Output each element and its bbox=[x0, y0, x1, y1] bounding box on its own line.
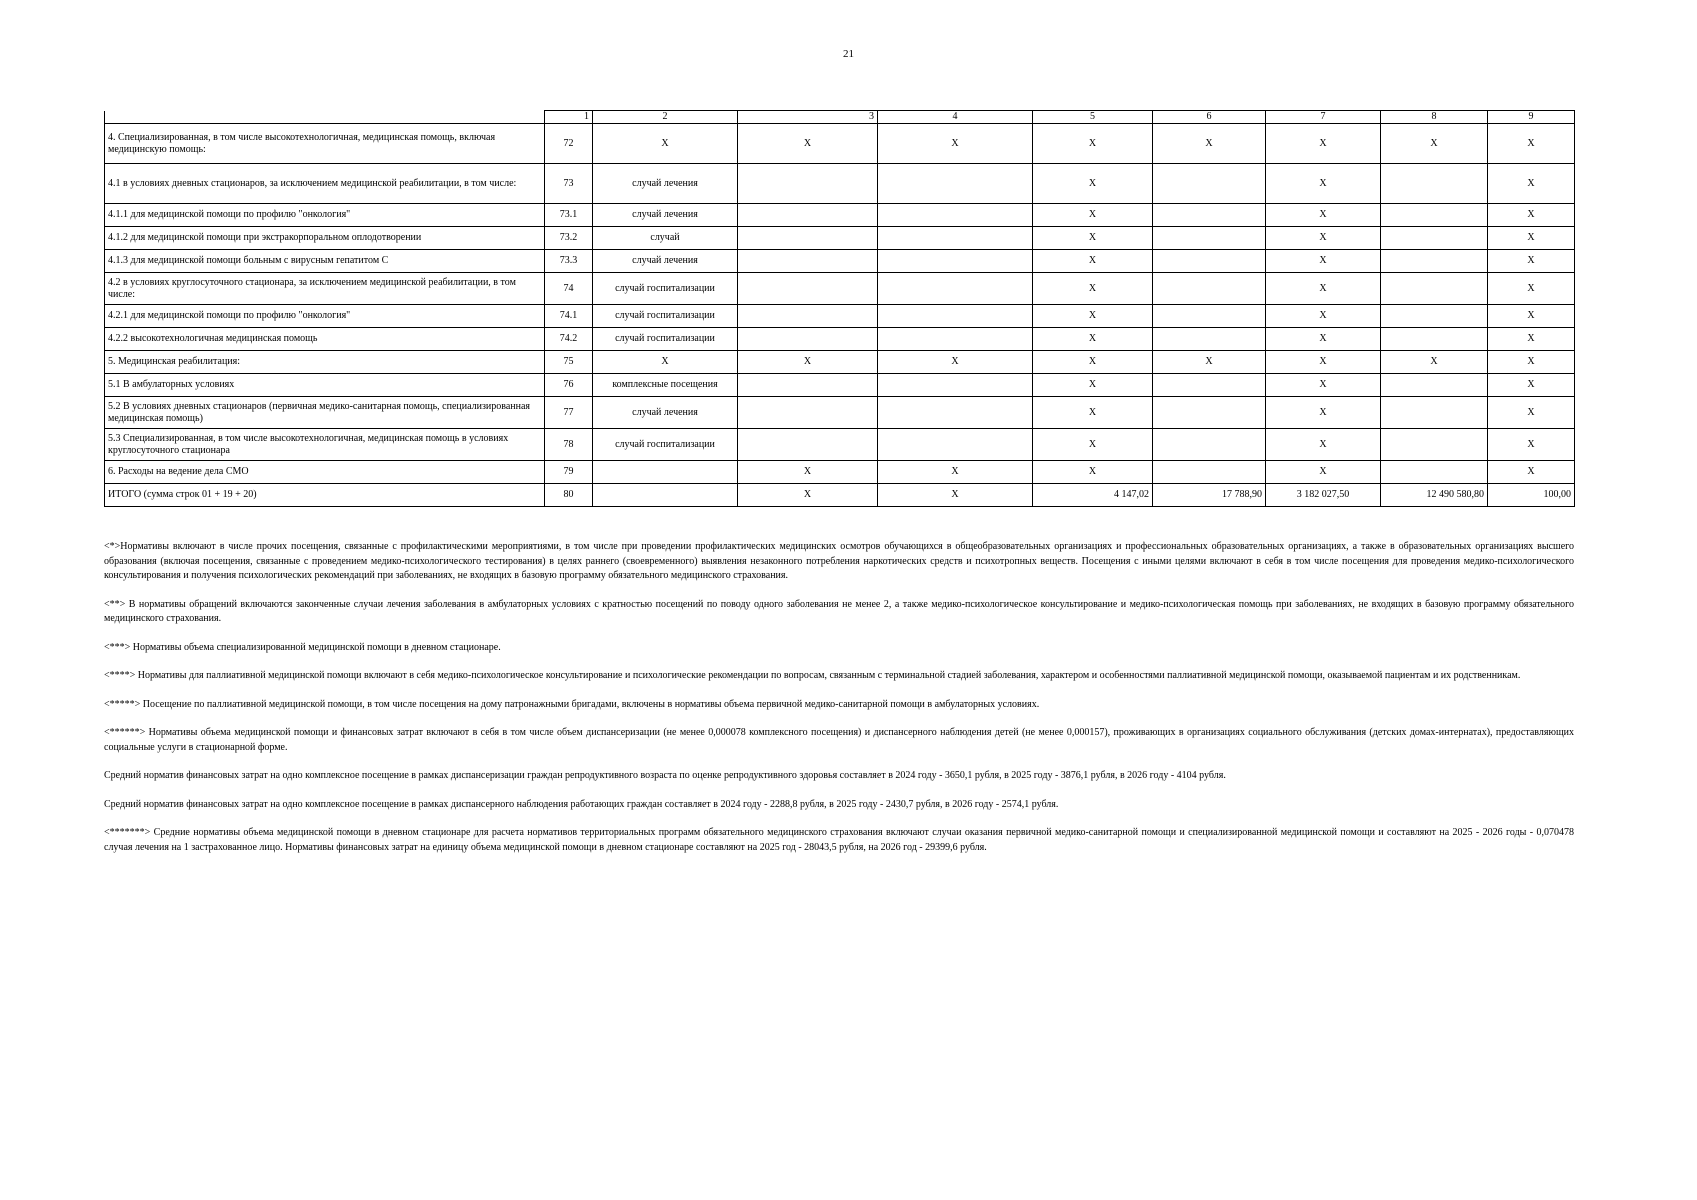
table-cell: X bbox=[1488, 273, 1575, 305]
table-cell: 3 182 027,50 bbox=[1266, 484, 1381, 507]
row-label: 4.2 в условиях круглосуточного стационара, за исключением медицинской реабилитации, в том числе: bbox=[105, 273, 545, 305]
table-cell bbox=[1381, 328, 1488, 351]
table-row bbox=[105, 273, 1575, 305]
table-row bbox=[105, 227, 1575, 250]
table-cell: X bbox=[1033, 227, 1153, 250]
row-code: 77 bbox=[545, 397, 593, 429]
table-cell: X bbox=[1266, 461, 1381, 484]
table-cell: X bbox=[1488, 250, 1575, 273]
table-cell bbox=[738, 273, 878, 305]
table-cell bbox=[1153, 204, 1266, 227]
table-row bbox=[105, 305, 1575, 328]
table-cell bbox=[878, 328, 1033, 351]
table-cell bbox=[1153, 164, 1266, 204]
page-number: 21 bbox=[843, 48, 854, 60]
table-cell: 17 788,90 bbox=[1153, 484, 1266, 507]
row-code: 74.2 bbox=[545, 328, 593, 351]
table-cell: X bbox=[1488, 351, 1575, 374]
column-header: 8 bbox=[1381, 111, 1488, 124]
table-cell: X bbox=[1033, 397, 1153, 429]
table-cell bbox=[738, 204, 878, 227]
table-cell: X bbox=[1033, 429, 1153, 461]
row-label: 4.1.3 для медицинской помощи больным с вирусным гепатитом С bbox=[105, 250, 545, 273]
table-cell: X bbox=[738, 124, 878, 164]
table-cell bbox=[878, 250, 1033, 273]
row-code: 74 bbox=[545, 273, 593, 305]
table-cell: X bbox=[1033, 328, 1153, 351]
table-cell bbox=[878, 164, 1033, 204]
row-code: 72 bbox=[545, 124, 593, 164]
row-code: 73.3 bbox=[545, 250, 593, 273]
table-cell: X bbox=[1266, 227, 1381, 250]
row-label: 5. Медицинская реабилитация: bbox=[105, 351, 545, 374]
table-cell: X bbox=[1033, 351, 1153, 374]
table-row bbox=[105, 461, 1575, 484]
row-label: ИТОГО (сумма строк 01 + 19 + 20) bbox=[105, 484, 545, 507]
column-header: 5 bbox=[1033, 111, 1153, 124]
table-cell: X bbox=[1266, 124, 1381, 164]
table-cell: X bbox=[1033, 204, 1153, 227]
table-cell bbox=[1381, 250, 1488, 273]
row-label: 4.1.2 для медицинской помощи при экстракорпоральном оплодотворении bbox=[105, 227, 545, 250]
table-row bbox=[105, 124, 1575, 164]
table-cell bbox=[593, 484, 738, 507]
row-code: 74.1 bbox=[545, 305, 593, 328]
table-cell: X bbox=[1488, 227, 1575, 250]
table-cell bbox=[738, 227, 878, 250]
table-cell: X bbox=[738, 351, 878, 374]
column-header: 6 bbox=[1153, 111, 1266, 124]
table-cell: X bbox=[1153, 124, 1266, 164]
row-code: 76 bbox=[545, 374, 593, 397]
table-cell bbox=[738, 328, 878, 351]
table-cell bbox=[1381, 227, 1488, 250]
table-cell: X bbox=[1488, 461, 1575, 484]
table-row bbox=[105, 204, 1575, 227]
row-label: 4.2.1 для медицинской помощи по профилю "онкология" bbox=[105, 305, 545, 328]
table-cell: X bbox=[1488, 374, 1575, 397]
table-cell bbox=[878, 374, 1033, 397]
table-header-row bbox=[105, 111, 1575, 124]
table-cell bbox=[1381, 397, 1488, 429]
norms-table bbox=[104, 110, 1575, 507]
table-cell: X bbox=[1266, 374, 1381, 397]
table-cell: X bbox=[738, 484, 878, 507]
table-cell: комплексные посещения bbox=[593, 374, 738, 397]
table-cell bbox=[878, 204, 1033, 227]
table-cell bbox=[738, 164, 878, 204]
table-cell: случай лечения bbox=[593, 204, 738, 227]
table-row bbox=[105, 250, 1575, 273]
table-cell bbox=[878, 429, 1033, 461]
table-cell: X bbox=[1266, 164, 1381, 204]
table-row bbox=[105, 429, 1575, 461]
row-code: 73 bbox=[545, 164, 593, 204]
row-label: 5.1 В амбулаторных условиях bbox=[105, 374, 545, 397]
table-cell bbox=[738, 429, 878, 461]
table-cell: X bbox=[1488, 164, 1575, 204]
table-cell bbox=[878, 397, 1033, 429]
table-cell bbox=[1381, 374, 1488, 397]
table-cell: X bbox=[1033, 305, 1153, 328]
table-row bbox=[105, 164, 1575, 204]
table-cell bbox=[1153, 250, 1266, 273]
row-code: 75 bbox=[545, 351, 593, 374]
table-cell bbox=[1153, 227, 1266, 250]
row-code: 79 bbox=[545, 461, 593, 484]
table-cell: X bbox=[1266, 250, 1381, 273]
column-header: 1 bbox=[545, 111, 593, 124]
table-cell: случай госпитализации bbox=[593, 429, 738, 461]
table-cell: X bbox=[1033, 164, 1153, 204]
row-label: 4.1.1 для медицинской помощи по профилю "онкология" bbox=[105, 204, 545, 227]
footnote: <*******> Средние нормативы объема медицинской помощи в дневном стационаре для расчета нормативов территориальных программ обязательного медицинского страхования включают случаи оказания первичной медико-санитарной помощи и специализированной медицинской помощи и составляют на 2025 - 2026 годы - 0,070478 случая лечения на 1 застрахованное лицо. Нормативы финансовых затрат на единицу объема медицинской помощи в дневном стационаре составляют на 2025 год - 28043,5 рубля, на 2026 год - 29399,6 рубля. bbox=[104, 827, 1574, 853]
table-row bbox=[105, 374, 1575, 397]
table-cell: 12 490 580,80 bbox=[1381, 484, 1488, 507]
table-cell bbox=[738, 305, 878, 328]
footnote: Средний норматив финансовых затрат на одно комплексное посещение в рамках диспансеризации граждан репродуктивного возраста по оценке репродуктивного здоровья составляет в 2024 году - 3650,1 рубля, в 2025 году - 3876,1 рубля, в 2026 году - 4104 рубля. bbox=[104, 770, 1226, 781]
table-cell: 100,00 bbox=[1488, 484, 1575, 507]
row-code: 78 bbox=[545, 429, 593, 461]
table-cell: X bbox=[878, 461, 1033, 484]
footnote: <*>Нормативы включают в числе прочих посещения, связанные с профилактическими мероприятиями, в том числе при проведении профилактических медицинских осмотров обучающихся в общеобразовательных организациях и профессиональных образовательных организациях, а также в образовательных организациях высшего образования (включая посещения, связанные с проведением медико-психологического тестирования) в целях раннего (своевременного) выявления незаконного потребления наркотических средств и психотропных веществ. Посещения с иными целями включают в себя в том числе посещения для проведения медико-психологического консультирования и получения психологических рекомендаций при заболеваниях, не входящих в базовую программу обязательного медицинского страхования. bbox=[104, 541, 1574, 581]
table-cell bbox=[738, 250, 878, 273]
table-cell bbox=[1153, 461, 1266, 484]
table-cell: X bbox=[1381, 124, 1488, 164]
table-cell bbox=[1153, 305, 1266, 328]
table-cell: X bbox=[1033, 374, 1153, 397]
table-cell bbox=[1381, 305, 1488, 328]
table-cell: X bbox=[1488, 328, 1575, 351]
table-cell bbox=[1153, 328, 1266, 351]
column-header: 9 bbox=[1488, 111, 1575, 124]
table-cell: X bbox=[1033, 250, 1153, 273]
footnotes bbox=[104, 540, 1574, 869]
table-cell: X bbox=[1266, 351, 1381, 374]
table-cell bbox=[878, 305, 1033, 328]
row-code: 73.2 bbox=[545, 227, 593, 250]
table-cell bbox=[738, 397, 878, 429]
table-cell: случай лечения bbox=[593, 164, 738, 204]
row-label: 4.2.2 высокотехнологичная медицинская помощь bbox=[105, 328, 545, 351]
column-header: 7 bbox=[1266, 111, 1381, 124]
footnote: Средний норматив финансовых затрат на одно комплексное посещение в рамках диспансерного наблюдения работающих граждан составляет в 2024 году - 2288,8 рубля, в 2025 году - 2430,7 рубля, в 2026 году - 2574,1 рубля. bbox=[104, 798, 1059, 810]
table-cell: случай госпитализации bbox=[593, 273, 738, 305]
table-cell bbox=[1381, 164, 1488, 204]
column-header bbox=[105, 111, 545, 124]
column-header: 4 bbox=[878, 111, 1033, 124]
table-cell: случай госпитализации bbox=[593, 328, 738, 351]
table-cell bbox=[1153, 273, 1266, 305]
table-cell bbox=[1381, 429, 1488, 461]
table-cell bbox=[593, 461, 738, 484]
table-cell: X bbox=[1266, 204, 1381, 227]
table-row bbox=[105, 351, 1575, 374]
table-row-total bbox=[105, 484, 1575, 507]
table-cell: X bbox=[1153, 351, 1266, 374]
table-row bbox=[105, 397, 1575, 429]
table-cell: 4 147,02 bbox=[1033, 484, 1153, 507]
table-cell: случай лечения bbox=[593, 397, 738, 429]
table-cell: X bbox=[1266, 429, 1381, 461]
table-cell bbox=[1381, 461, 1488, 484]
table-cell: X bbox=[1033, 273, 1153, 305]
table-cell: X bbox=[1488, 305, 1575, 328]
table-cell: X bbox=[1266, 305, 1381, 328]
row-code: 73.1 bbox=[545, 204, 593, 227]
row-label: 5.3 Специализированная, в том числе высокотехнологичная, медицинская помощь в условиях круглосуточного стационара bbox=[105, 429, 545, 461]
table-cell: X bbox=[593, 351, 738, 374]
table-cell bbox=[1153, 429, 1266, 461]
table-cell: X bbox=[738, 461, 878, 484]
row-label: 4. Специализированная, в том числе высокотехнологичная, медицинская помощь, включая медицинскую помощь: bbox=[105, 124, 545, 164]
footnote: <**> В нормативы обращений включаются законченные случаи лечения заболевания в амбулаторных условиях с кратностью посещений по поводу одного заболевания не менее 2, а также медико-психологическое консультирование и медико-психологическая помощь при заболеваниях, не входящих в базовую программу обязательного медицинского страхования. bbox=[104, 598, 1574, 624]
row-label: 4.1 в условиях дневных стационаров, за исключением медицинской реабилитации, в том числе: bbox=[105, 164, 545, 204]
table-cell: X bbox=[878, 484, 1033, 507]
row-code: 80 bbox=[545, 484, 593, 507]
footnote: <*****> Посещение по паллиативной медицинской помощи, в том числе посещения на дому патронажными бригадами, включены в нормативы объема первичной медико-санитарной помощи в амбулаторных условиях. bbox=[104, 698, 1040, 710]
row-label: 5.2 В условиях дневных стационаров (первичная медико-санитарная помощь, специализированная медицинская помощь) bbox=[105, 397, 545, 429]
table-cell: X bbox=[1033, 461, 1153, 484]
table-cell bbox=[1153, 374, 1266, 397]
table-cell: X bbox=[1266, 328, 1381, 351]
table-cell: X bbox=[1266, 397, 1381, 429]
table-cell bbox=[878, 227, 1033, 250]
table-cell: X bbox=[1488, 124, 1575, 164]
table-cell: X bbox=[1033, 124, 1153, 164]
table-cell: X bbox=[1488, 397, 1575, 429]
table-cell bbox=[1153, 397, 1266, 429]
table-cell: X bbox=[878, 351, 1033, 374]
table-row bbox=[105, 328, 1575, 351]
table-cell bbox=[1381, 204, 1488, 227]
footnote: <***> Нормативы объема специализированной медицинской помощи в дневном стационаре. bbox=[104, 641, 501, 653]
table-cell: X bbox=[878, 124, 1033, 164]
table-cell: случай bbox=[593, 227, 738, 250]
table-cell: случай госпитализации bbox=[593, 305, 738, 328]
footnote: <******> Нормативы объема медицинской помощи и финансовых затрат включают в себя в том числе объем диспансеризации (не менее 0,000078 комплексного посещения) и диспансерного наблюдения детей (не менее 0,000157), проживающих в организациях социального обслуживания (детских домах-интернатах), предоставляющих социальные услуги в стационарной форме. bbox=[104, 727, 1574, 753]
table-cell: X bbox=[1488, 429, 1575, 461]
table-cell bbox=[738, 374, 878, 397]
table-cell bbox=[1381, 273, 1488, 305]
table-cell: X bbox=[1381, 351, 1488, 374]
table-cell bbox=[878, 273, 1033, 305]
table-cell: случай лечения bbox=[593, 250, 738, 273]
table-cell: X bbox=[1266, 273, 1381, 305]
column-header: 2 bbox=[593, 111, 738, 124]
footnote: <****> Нормативы для паллиативной медицинской помощи включают в себя медико-психологическое консультирование и психологические рекомендации по вопросам, связанным с терминальной стадией заболевания, характером и особенностями паллиативной медицинской помощи, оказываемой пациентам и их родственникам. bbox=[104, 670, 1521, 681]
column-header: 3 bbox=[738, 111, 878, 124]
table-cell: X bbox=[593, 124, 738, 164]
row-label: 6. Расходы на ведение дела СМО bbox=[105, 461, 545, 484]
table-cell: X bbox=[1488, 204, 1575, 227]
